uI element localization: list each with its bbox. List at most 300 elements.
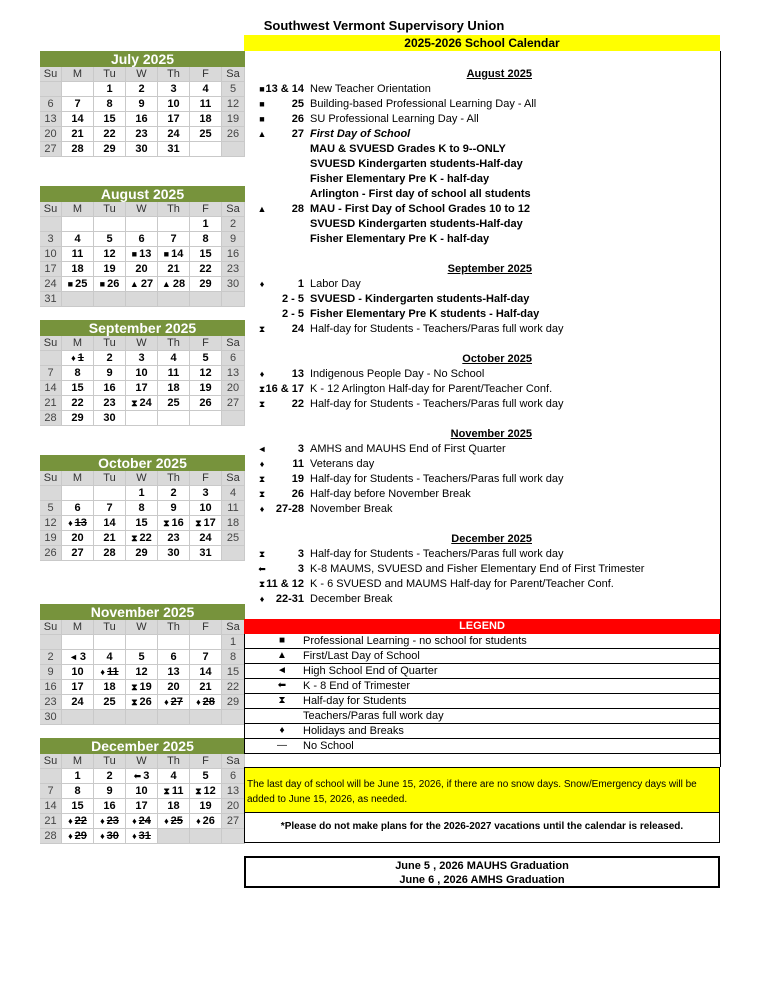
calendar-day <box>40 516 62 531</box>
calendar-september-2025 <box>40 320 245 426</box>
calendar-day <box>126 650 158 665</box>
day-number: 7 <box>47 785 54 797</box>
event-text: Indigenous People Day - No School <box>310 368 485 380</box>
calendar-empty-cell <box>190 411 222 426</box>
calendar-day <box>40 366 62 381</box>
day-number: 8 <box>202 233 209 245</box>
day-number: 24 <box>44 278 57 290</box>
day-number: 9 <box>138 98 145 110</box>
day-number: 5 <box>138 651 145 663</box>
calendar-day <box>126 262 158 277</box>
day-number: 19 <box>199 382 212 394</box>
day-number: 13 <box>226 367 240 379</box>
calendar-day <box>94 784 126 799</box>
event-row <box>244 322 720 337</box>
calendar-november-2025 <box>40 604 245 725</box>
day-number: 26 <box>139 696 152 708</box>
day-marker-icon: ♦ <box>100 667 105 677</box>
day-number: 29 <box>226 696 240 708</box>
day-number: 21 <box>71 128 84 140</box>
day-number: 20 <box>44 128 57 140</box>
event-date: 27 <box>291 128 304 140</box>
divider <box>720 51 721 767</box>
calendar-day <box>40 814 62 829</box>
day-number: 23 <box>103 397 116 409</box>
day-number: 3 <box>47 233 54 245</box>
calendar-month-title: November 2025 <box>40 604 245 620</box>
calendar-day <box>158 277 190 292</box>
legend-label: High School End of Quarter <box>303 665 438 677</box>
weekday-header: W <box>126 471 158 486</box>
calendar-day <box>94 665 126 680</box>
day-number: 29 <box>71 412 84 424</box>
event-text: SU Professional Learning Day - All <box>310 113 479 125</box>
day-number: 15 <box>71 382 84 394</box>
event-text: Fisher Elementary Pre K - half-day <box>310 173 490 185</box>
legend-item <box>244 709 720 724</box>
day-marker-icon: ◄ <box>68 652 78 662</box>
day-marker-icon: ♦ <box>71 353 76 363</box>
weekday-header: Sa <box>222 754 245 769</box>
event-row <box>244 307 720 322</box>
day-marker-icon: ♦ <box>132 816 137 826</box>
calendar-day <box>62 695 94 710</box>
event-text: SVUESD - Kindergarten students-Half-day <box>310 293 530 305</box>
event-date: 13 & 14 <box>265 83 304 95</box>
day-number: 8 <box>138 502 145 514</box>
day-number: 20 <box>167 681 180 693</box>
calendar-empty-cell <box>190 292 222 307</box>
weekday-header: Sa <box>222 202 245 217</box>
day-number: 19 <box>103 263 116 275</box>
day-number: 1 <box>229 636 237 648</box>
calendar-day <box>190 799 222 814</box>
calendar-day <box>40 829 62 844</box>
event-marker-icon: ♦ <box>259 459 265 469</box>
day-number: 10 <box>44 248 57 260</box>
day-number: 17 <box>167 113 180 125</box>
event-date: 25 <box>291 98 304 110</box>
day-number: 30 <box>44 711 57 723</box>
day-number: 30 <box>135 143 148 155</box>
calendar-empty-cell <box>40 486 62 501</box>
calendar-month-title: July 2025 <box>40 51 245 67</box>
day-number: 5 <box>229 83 237 95</box>
day-marker-icon: ♦ <box>68 816 73 826</box>
calendar-day <box>94 799 126 814</box>
event-marker-icon: ⧗ <box>258 399 266 409</box>
graduation-dates <box>244 856 720 888</box>
event-row <box>244 277 720 292</box>
calendar-day <box>126 97 158 112</box>
event-marker-icon: ⧗ <box>258 474 266 484</box>
day-number: 1 <box>77 352 84 364</box>
event-row <box>244 232 720 247</box>
calendar-empty-cell <box>158 710 190 725</box>
calendar-day <box>222 531 245 546</box>
legend-item <box>244 634 720 649</box>
calendar-day <box>62 814 94 829</box>
legend <box>244 619 720 754</box>
event-row <box>244 292 720 307</box>
weekday-header: M <box>62 471 94 486</box>
legend-label: Holidays and Breaks <box>303 725 404 737</box>
calendar-empty-cell <box>62 292 94 307</box>
month-heading: September 2025 <box>447 263 532 275</box>
calendar-day <box>94 546 126 561</box>
calendar-empty-cell <box>190 829 222 844</box>
day-marker-icon: ⧗ <box>163 786 170 796</box>
day-number: 16 <box>44 681 57 693</box>
weekday-header: M <box>62 336 94 351</box>
calendar-day <box>222 635 245 650</box>
weekday-header: Su <box>40 754 62 769</box>
legend-item <box>244 739 720 754</box>
calendar-day <box>222 247 245 262</box>
calendar-day <box>158 695 190 710</box>
calendar-day <box>158 769 190 784</box>
weekday-header: Tu <box>94 471 126 486</box>
calendar-empty-cell <box>126 635 158 650</box>
event-date: 26 <box>291 113 304 125</box>
org-title: Southwest Vermont Supervisory Union <box>263 18 505 33</box>
day-number: 14 <box>199 666 212 678</box>
day-number: 19 <box>226 113 240 125</box>
calendar-day <box>62 127 94 142</box>
weekday-header: Th <box>158 620 190 635</box>
calendar-day <box>158 97 190 112</box>
calendar-day <box>222 695 245 710</box>
day-number: 28 <box>202 696 215 708</box>
day-number: 24 <box>167 128 180 140</box>
calendar-day <box>222 396 245 411</box>
calendar-day <box>158 784 190 799</box>
graduation-amhs: June 6 , 2026 AMHS Graduation <box>399 874 565 886</box>
event-marker-icon: ■ <box>259 114 265 124</box>
calendar-day <box>62 381 94 396</box>
day-number: 19 <box>139 681 152 693</box>
day-number: 4 <box>202 83 209 95</box>
weekday-header: W <box>126 67 158 82</box>
event-marker-icon: ⧗ <box>258 324 266 334</box>
calendar-empty-cell <box>40 351 62 366</box>
day-marker-icon: ⧗ <box>131 682 138 692</box>
calendar-day <box>222 351 245 366</box>
event-row <box>244 172 720 187</box>
month-heading: December 2025 <box>451 533 532 545</box>
calendar-day <box>158 501 190 516</box>
calendar-title: 2025-2026 School Calendar <box>244 35 720 51</box>
calendar-day <box>158 351 190 366</box>
calendar-day <box>222 277 245 292</box>
day-number: 21 <box>44 397 57 409</box>
day-number: 29 <box>199 278 212 290</box>
calendar-day <box>158 546 190 561</box>
day-number: 12 <box>44 517 57 529</box>
calendar-day <box>94 516 126 531</box>
calendar-day <box>94 262 126 277</box>
day-number: 18 <box>167 382 180 394</box>
legend-label: Half-day for Students <box>303 695 407 707</box>
day-number: 6 <box>74 502 81 514</box>
legend-item <box>244 664 720 679</box>
day-number: 6 <box>229 770 237 782</box>
day-number: 3 <box>202 487 209 499</box>
calendar-day <box>62 411 94 426</box>
event-row <box>244 457 720 472</box>
calendar-day <box>40 531 62 546</box>
day-number: 18 <box>103 681 116 693</box>
calendar-empty-cell <box>40 217 62 232</box>
day-number: 14 <box>103 517 116 529</box>
weekday-header: W <box>126 754 158 769</box>
graduation-mauhs: June 5 , 2026 MAUHS Graduation <box>395 860 569 872</box>
calendar-day <box>62 650 94 665</box>
weekday-header: Th <box>158 202 190 217</box>
calendar-empty-cell <box>62 635 94 650</box>
calendar-empty-cell <box>190 142 222 157</box>
calendar-day <box>94 411 126 426</box>
day-number: 18 <box>71 263 84 275</box>
day-number: 16 <box>103 382 116 394</box>
legend-title: LEGEND <box>244 619 720 634</box>
event-row <box>244 592 720 607</box>
calendar-empty-cell <box>222 411 245 426</box>
calendar-empty-cell <box>190 710 222 725</box>
calendar-day <box>40 262 62 277</box>
day-number: 26 <box>107 278 120 290</box>
day-number: 12 <box>203 785 216 797</box>
calendar-day <box>40 650 62 665</box>
day-number: 15 <box>71 800 84 812</box>
day-number: 21 <box>103 532 116 544</box>
weekday-header: F <box>190 471 222 486</box>
event-date: 2 - 5 <box>281 308 304 320</box>
day-number: 30 <box>167 547 180 559</box>
calendar-empty-cell <box>222 710 245 725</box>
calendar-day <box>40 112 62 127</box>
calendar-day <box>190 97 222 112</box>
day-number: 7 <box>106 502 113 514</box>
calendar-day <box>94 366 126 381</box>
calendar-empty-cell <box>126 411 158 426</box>
month-heading: October 2025 <box>462 353 532 365</box>
calendar-day <box>158 814 190 829</box>
event-row <box>244 187 720 202</box>
day-number: 2 <box>106 770 113 782</box>
weekday-header: F <box>190 336 222 351</box>
calendar-day <box>40 97 62 112</box>
spacer <box>244 517 720 532</box>
event-marker-icon: ▲ <box>257 129 267 139</box>
calendar-day <box>190 381 222 396</box>
calendar-day <box>158 665 190 680</box>
legend-label: Teachers/Paras full work day <box>303 710 444 722</box>
calendar-day <box>158 262 190 277</box>
day-number: 16 <box>103 800 116 812</box>
day-marker-icon: ⧗ <box>131 398 138 408</box>
event-row <box>244 202 720 217</box>
day-number: 20 <box>226 800 240 812</box>
calendar-day <box>62 351 94 366</box>
day-number: 4 <box>74 233 81 245</box>
calendar-day <box>94 127 126 142</box>
calendar-october-2025 <box>40 455 245 561</box>
day-number: 31 <box>138 830 151 842</box>
weekday-header: F <box>190 67 222 82</box>
legend-item <box>244 724 720 739</box>
calendar-month-title: October 2025 <box>40 455 245 471</box>
calendar-day <box>126 351 158 366</box>
calendar-day <box>158 381 190 396</box>
spacer <box>244 337 720 352</box>
event-row <box>244 367 720 382</box>
calendar-day <box>158 531 190 546</box>
calendar-empty-cell <box>94 635 126 650</box>
calendar-day <box>158 82 190 97</box>
event-date: 26 <box>291 488 304 500</box>
day-number: 15 <box>199 248 212 260</box>
day-number: 10 <box>135 785 148 797</box>
event-date: 3 <box>297 443 304 455</box>
day-number: 25 <box>167 397 180 409</box>
calendar-month-title: August 2025 <box>40 186 245 202</box>
event-text: K-8 MAUMS, SVUESD and Fisher Elementary End of First Trimester <box>310 563 645 575</box>
calendar-day <box>40 799 62 814</box>
legend-marker-icon: ⬅ <box>277 680 287 691</box>
event-date: 22-31 <box>275 593 304 605</box>
day-marker-icon: ⧗ <box>195 518 202 528</box>
day-number: 22 <box>199 263 212 275</box>
weekday-header: M <box>62 202 94 217</box>
day-number: 12 <box>199 367 212 379</box>
calendar-day <box>190 247 222 262</box>
calendar-day <box>126 665 158 680</box>
calendar-day <box>190 351 222 366</box>
day-number: 13 <box>44 113 57 125</box>
day-number: 4 <box>229 487 237 499</box>
event-marker-icon: ⧗ <box>258 579 266 589</box>
weekday-header: F <box>190 202 222 217</box>
calendar-day <box>62 232 94 247</box>
day-number: 26 <box>199 397 212 409</box>
calendar-day <box>62 829 94 844</box>
calendar-empty-cell <box>94 486 126 501</box>
calendar-empty-cell <box>40 769 62 784</box>
day-number: 1 <box>74 770 81 782</box>
calendar-day <box>40 292 62 307</box>
events-list <box>244 67 720 607</box>
legend-marker-icon: — <box>277 740 287 751</box>
event-row <box>244 127 720 142</box>
day-number: 30 <box>226 278 240 290</box>
day-number: 9 <box>47 666 54 678</box>
calendar-day <box>126 366 158 381</box>
calendar-empty-cell <box>126 217 158 232</box>
day-number: 4 <box>170 770 177 782</box>
event-date: 16 & 17 <box>265 383 304 395</box>
weekday-header: Sa <box>222 471 245 486</box>
calendar-day <box>126 680 158 695</box>
day-number: 2 <box>229 218 237 230</box>
event-text: Half-day for Students - Teachers/Paras full work day <box>310 473 564 485</box>
day-number: 28 <box>172 278 186 290</box>
day-number: 27 <box>44 143 57 155</box>
event-marker-icon: ⧗ <box>258 384 266 394</box>
calendar-empty-cell <box>158 292 190 307</box>
day-marker-icon: ▲ <box>161 279 171 289</box>
day-number: 7 <box>170 233 177 245</box>
day-number: 25 <box>170 815 183 827</box>
calendar-day <box>40 232 62 247</box>
calendar-day <box>94 112 126 127</box>
calendar-empty-cell <box>222 829 245 844</box>
calendar-day <box>190 814 222 829</box>
calendar-day <box>62 680 94 695</box>
day-number: 20 <box>135 263 148 275</box>
legend-item <box>244 694 720 709</box>
weekday-header: F <box>190 620 222 635</box>
event-marker-icon: ▲ <box>257 204 267 214</box>
calendar-day <box>40 127 62 142</box>
calendar-day <box>126 531 158 546</box>
calendar-day <box>158 366 190 381</box>
day-marker-icon: ■ <box>131 249 138 259</box>
calendar-empty-cell <box>190 635 222 650</box>
calendar-day <box>62 516 94 531</box>
legend-label: No School <box>303 740 354 752</box>
calendar-day <box>190 217 222 232</box>
calendar-day <box>40 680 62 695</box>
weekday-header: Tu <box>94 754 126 769</box>
event-row <box>244 217 720 232</box>
day-number: 10 <box>135 367 148 379</box>
calendar-day <box>126 396 158 411</box>
event-text: Half-day for Students - Teachers/Paras full work day <box>310 398 564 410</box>
calendar-day <box>158 142 190 157</box>
day-number: 3 <box>79 651 87 663</box>
calendar-day <box>126 695 158 710</box>
calendar-december-2025 <box>40 738 245 844</box>
day-number: 15 <box>103 113 116 125</box>
day-number: 25 <box>103 696 116 708</box>
day-marker-icon: ⧗ <box>131 697 138 707</box>
calendar-day <box>158 516 190 531</box>
calendar-day <box>62 262 94 277</box>
day-number: 2 <box>170 487 177 499</box>
day-number: 16 <box>171 517 184 529</box>
day-number: 19 <box>199 800 212 812</box>
day-number: 27 <box>170 696 183 708</box>
calendar-empty-cell <box>94 710 126 725</box>
event-marker-icon: ♦ <box>259 504 265 514</box>
event-text: Half-day before November Break <box>310 488 471 500</box>
weekday-header: M <box>62 620 94 635</box>
event-row <box>244 397 720 412</box>
calendar-day <box>190 784 222 799</box>
event-text: Fisher Elementary Pre K - half-day <box>310 233 490 245</box>
calendar-day <box>40 546 62 561</box>
calendar-empty-cell <box>62 82 94 97</box>
event-text: New Teacher Orientation <box>310 83 431 95</box>
day-number: 29 <box>74 830 87 842</box>
day-number: 14 <box>71 113 84 125</box>
event-text: MAU & SVUESD Grades K to 9--ONLY <box>310 143 506 155</box>
day-marker-icon: ♦ <box>164 697 169 707</box>
day-number: 13 <box>226 785 240 797</box>
calendar-day <box>94 351 126 366</box>
calendar-day <box>40 396 62 411</box>
